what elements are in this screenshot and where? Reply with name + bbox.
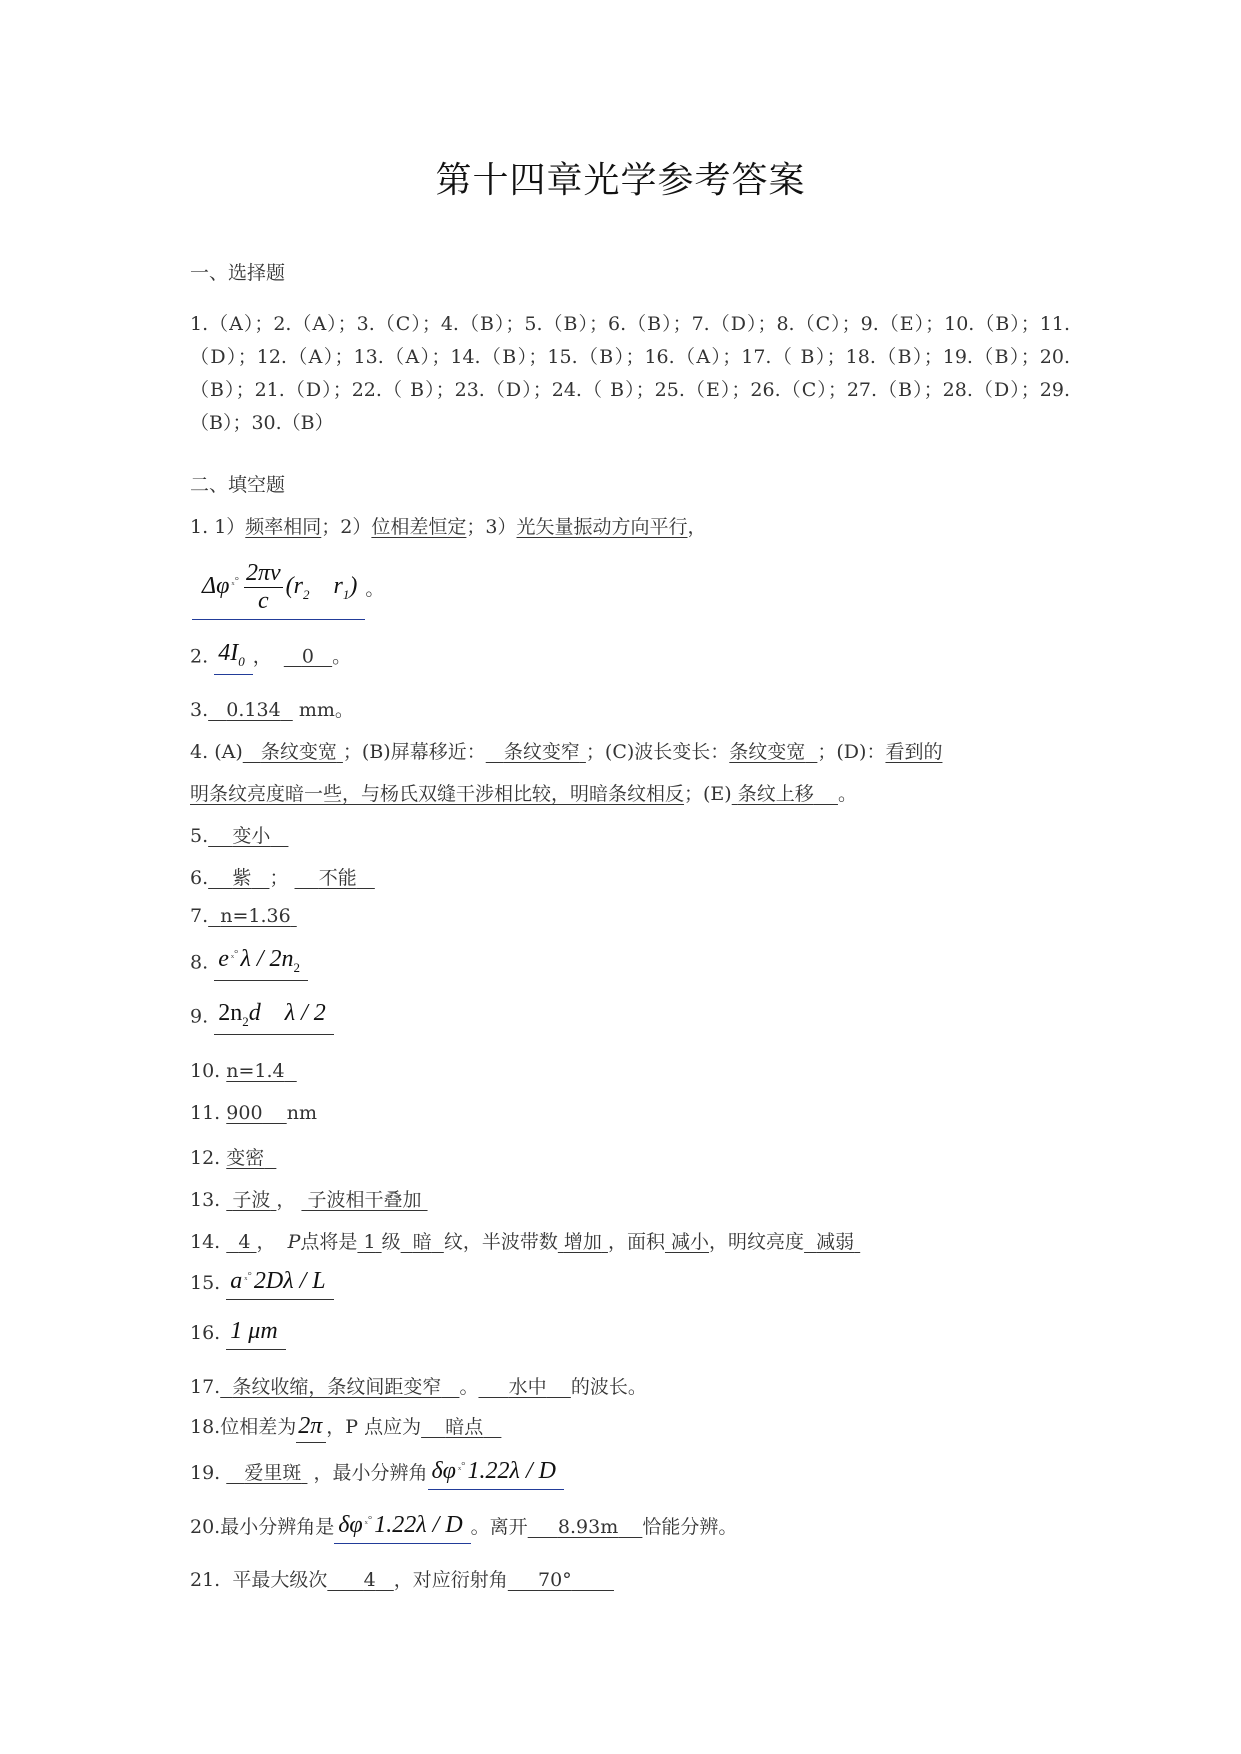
fill-q9: 9. $2n_2d$ λ / 2 [190, 1000, 334, 1035]
fill-q2: 2. $4I_0$ ， 0 。 [190, 640, 351, 675]
fill-q3: 3. 0.134 mm。 [190, 699, 354, 721]
fill-q18: 18.位相差为2π ，P 点应为 暗点 [190, 1412, 501, 1443]
q1-answer-1: 频率相同 [245, 516, 322, 538]
fill-q8: 8. e $^{_x^\circ}\lambda / 2n_2$ [190, 946, 308, 981]
fill-q7: 7. n=1.36 [190, 905, 291, 927]
fill-q4-line2: 明条纹亮度暗一些，与杨氏双缝干涉相比较，明暗条纹相反；(E) 条纹上移 。 [190, 783, 857, 805]
fill-q20: 20.最小分辨角是 δφ $^{_x^\circ}$1.22λ / D 。离开 8.93m 恰能分辨。 [190, 1512, 737, 1544]
page-title: 第十四章光学参考答案 [435, 160, 806, 201]
fill-q11: 11. 900 nm [190, 1102, 317, 1124]
section-fill-heading: 二、填空题 [190, 474, 286, 496]
fill-q4-line1: 4. (A) 条纹变宽 ；(B)屏幕移近： 条纹变窄 ；(C)波长变长：条纹变宽 ；(D)：看到的 [190, 741, 943, 763]
fill-q1: 1. 1）频率相同；2）位相差恒定；3）光矢量振动方向平行， [190, 516, 707, 538]
fill-q14: 14. 4 ， P点将是 1 级 暗 纹，半波带数 增加 ，面积 减小，明纹亮度 减弱 [190, 1231, 855, 1253]
section-choice-heading: 一、选择题 [190, 262, 286, 284]
fill-q1-formula: Δφ $^{_x^\circ}$ $\frac{2\pi\nu}{c}$ ($r_2$ $r_1$)。 [192, 560, 384, 620]
fill-q16: 16. 1 μm [190, 1318, 286, 1350]
fill-q10: 10. n=1.4 [190, 1060, 285, 1082]
fill-q6: 6. 紫 ； 不能 [190, 867, 357, 889]
q1-answer-2: 位相差恒定 [371, 516, 467, 538]
choice-answers: 1.（A）；2.（A）；3.（C）；4.（B）；5.（B）；6.（B）；7.（D）；8.（C）；9.（E）；10.（B）；11.（D）；12.（A）；13.（A）；14.（B）；15.（B）；16.（A）；17.（ B）；18.（B）；19.（B）；20.（B）；21.（D）；22.（ B）；23.（D）；24.（ B）；25.（E）；26.（C）；27.（B）；28.（D）；29.（B）；30.（B） [190, 313, 1070, 434]
fill-q13: 13. 子波 ， 子波相干叠加 [190, 1189, 422, 1211]
fill-q5: 5. 变小 [190, 825, 271, 847]
fill-q21: 21. 平最大级次 4 ，对应衍射角 70° [190, 1569, 572, 1591]
fill-q19: 19. 爱里斑 ，最小分辨角 δφ $^{_x^\circ}$1.22λ / D [190, 1458, 564, 1490]
fill-q12: 12. 变密 [190, 1147, 265, 1169]
fill-q15: 15. a $^{_x^\circ}$2Dλ / L [190, 1268, 334, 1300]
fill-q17: 17. 条纹收缩，条纹间距变窄 。 水中 的波长。 [190, 1376, 647, 1398]
q1-answer-3: 光矢量振动方向平行 [516, 516, 688, 538]
